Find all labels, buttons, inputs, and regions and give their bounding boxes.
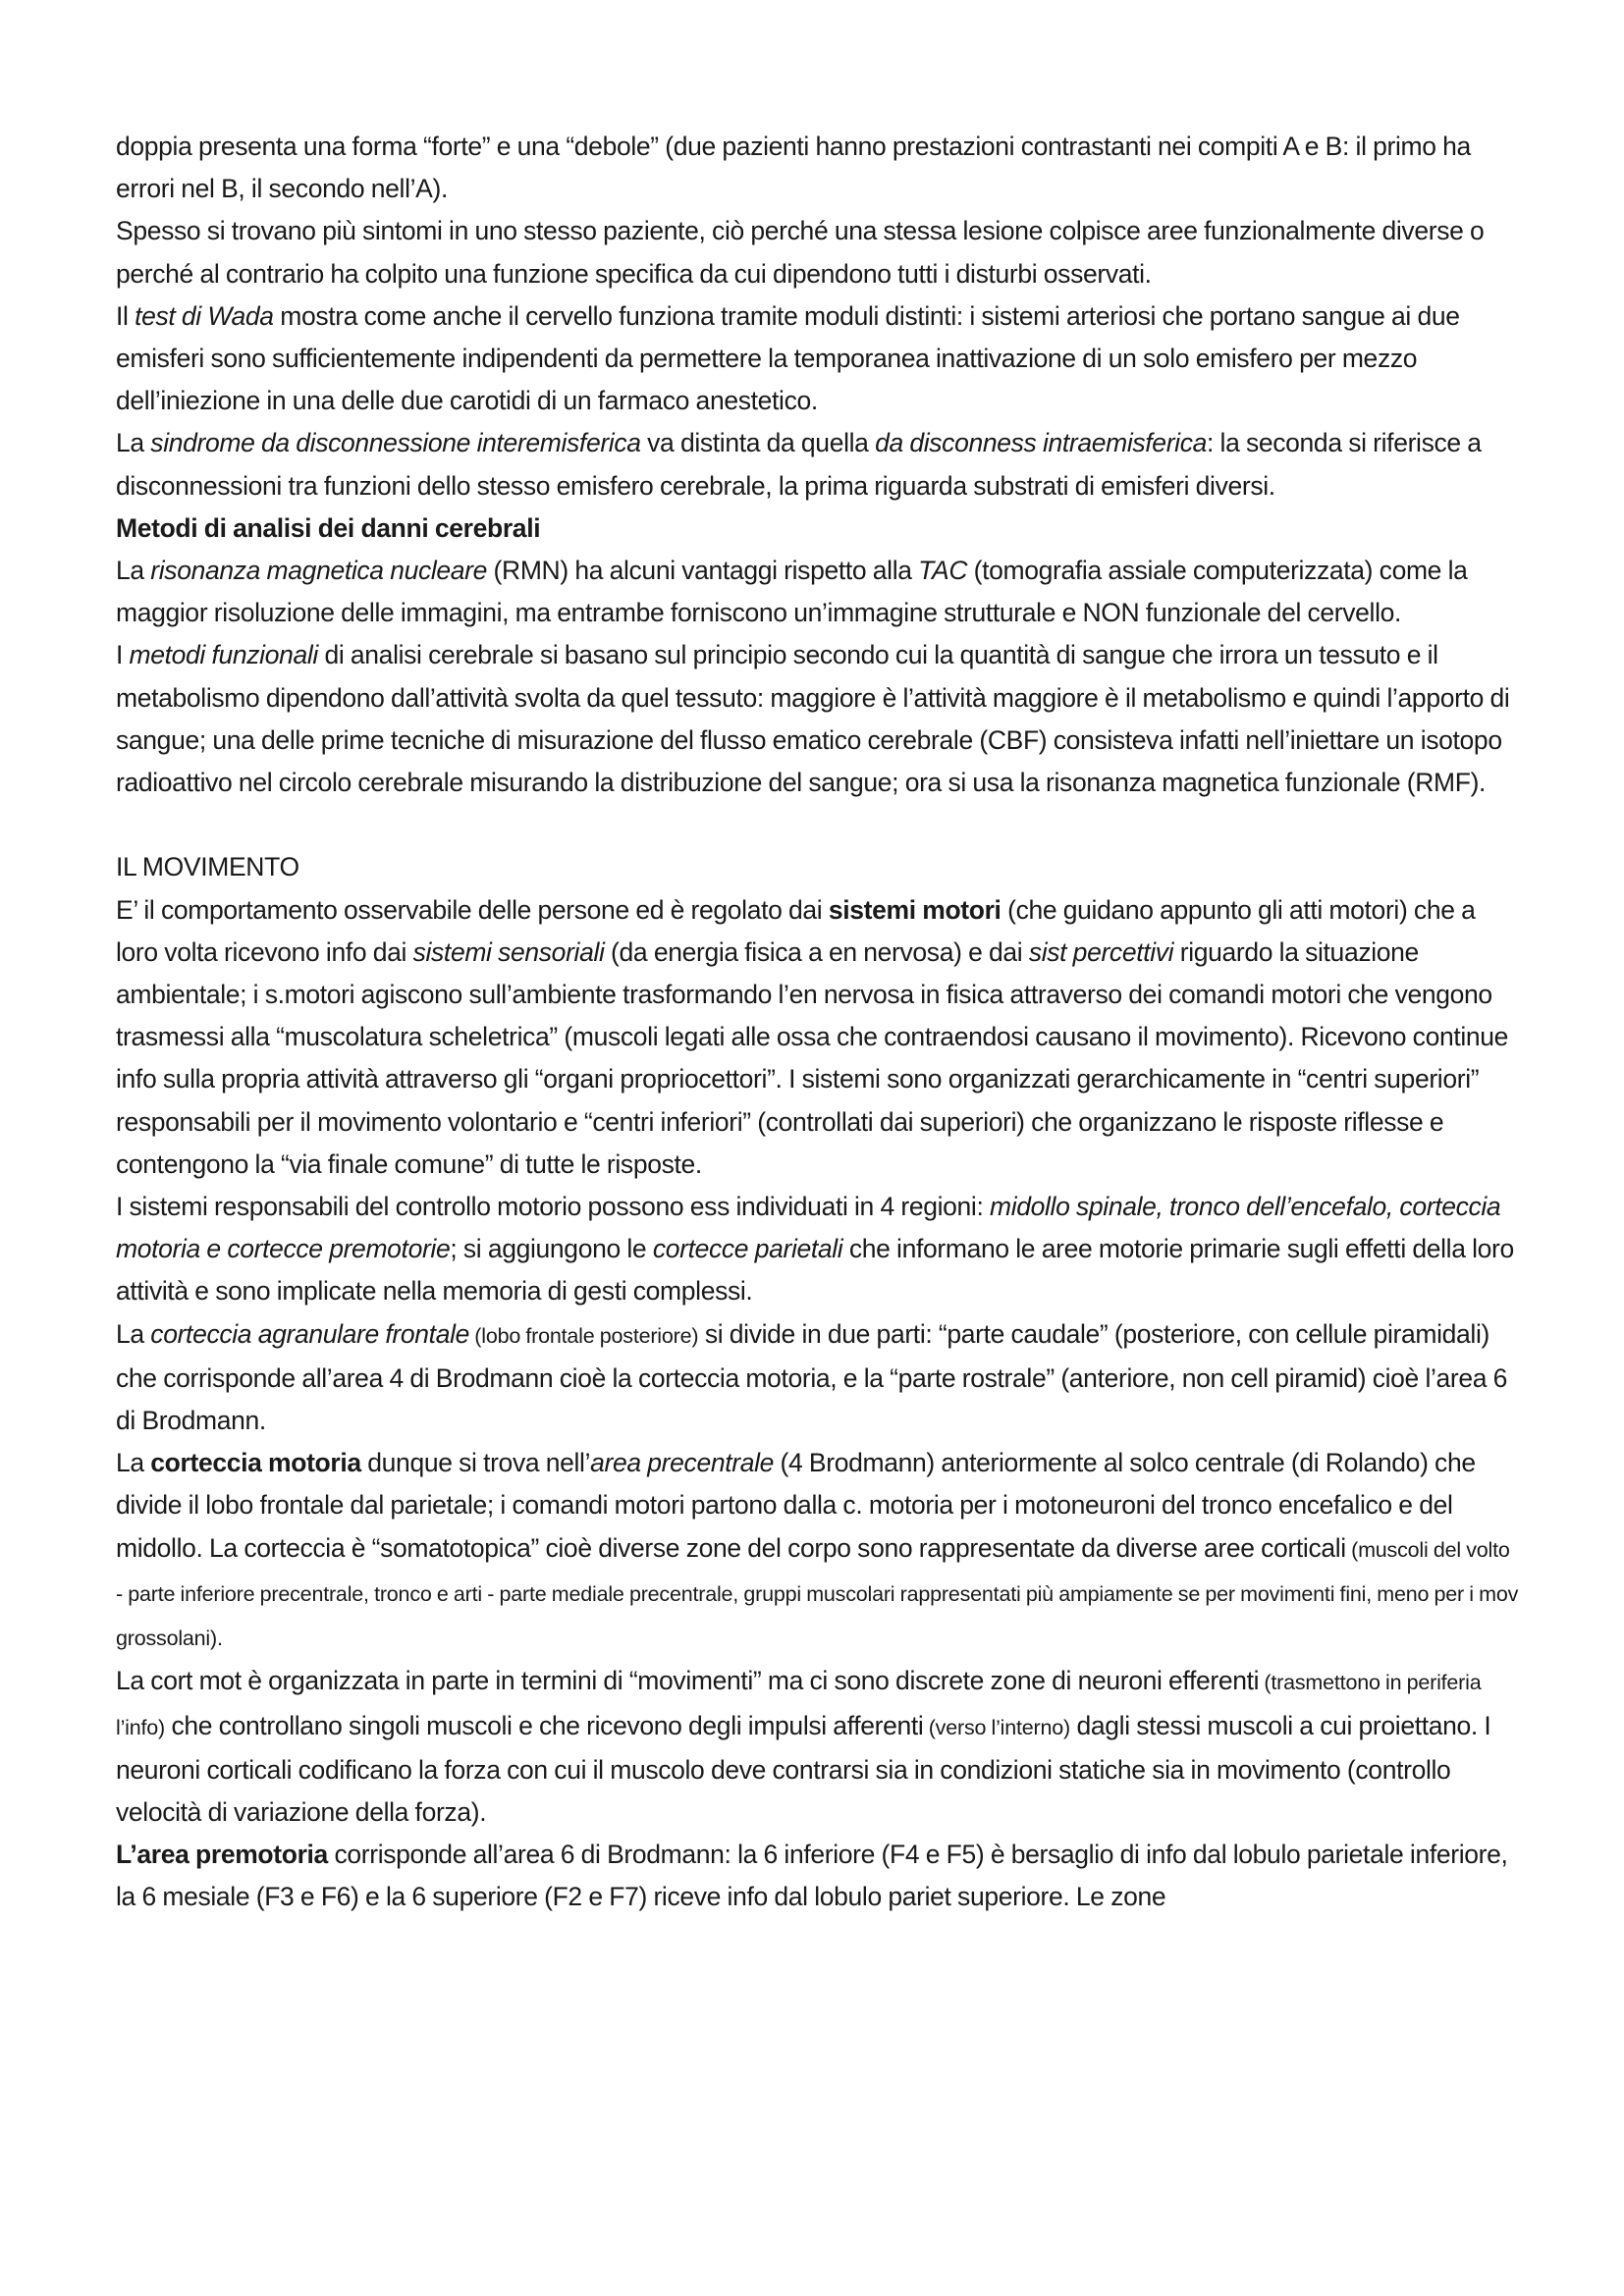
text-run: corrisponde all’area 6 di Brodmann: la 6 inferiore (F4 e F5) è bersaglio di info dal lobulo parietale inferiore, la 6 mesiale (F3 e F6) e la 6 superiore (F2 e F7) riceve info dal lobulo pariet superiore. Le zone <box>116 1840 1508 1912</box>
paragraph-text: Spesso si trovano più sintomi in uno stesso paziente, ciò perché una stessa lesione colpisce aree funzionalmente diverse o perché al contrario ha colpito una funzione specifica da cui dipendono tutti i disturbi osservati. <box>116 216 1485 289</box>
section-heading: Metodi di analisi dei danni cerebrali <box>116 512 541 543</box>
text-run: dunque si trova nell’ <box>360 1448 591 1478</box>
italic-term: da disconness intraemisferica <box>875 428 1207 458</box>
text-run: La <box>116 428 151 458</box>
paragraph-test-wada <box>116 295 1520 423</box>
text-run: La <box>116 1318 151 1349</box>
paragraph-sistemi-motori <box>116 889 1520 1186</box>
text-run: (che guidano appunto gli atti motori) che a loro volta ricevono info dai <box>116 894 1476 967</box>
paragraph-metodi-funzionali <box>116 634 1520 804</box>
text-run: che controllano singoli muscoli e che ricevono degli impulsi afferenti <box>164 1710 924 1740</box>
text-run: che informano le aree motorie primarie sugli effetti della loro attività e sono implicate nella memoria di gesti complessi. <box>116 1234 1514 1307</box>
text-run: I sistemi responsabili del controllo motorio possono ess individuati in 4 regioni: <box>116 1192 990 1222</box>
text-run: : la seconda si riferisce a disconnessioni tra funzioni dello stesso emisfero cerebrale, la prima riguarda substrati di emisferi diversi. <box>116 428 1482 501</box>
text-run: va distinta da quella <box>640 428 876 458</box>
text-run: si divide in due parti: “parte caudale” (posteriore, con cellule piramidali) che corrisponde all’area 4 di Brodmann cioè la corteccia motoria, e la “parte rostrale” (anteriore, non cell piramid) cioè l’area 6 di Brodmann. <box>116 1318 1508 1436</box>
text-run: La cort mot è organizzata in parte in termini di “movimenti” ma ci sono discrete zone di neuroni efferenti <box>116 1666 1260 1696</box>
text-run: ; si aggiungono le <box>450 1234 653 1264</box>
text-run: E’ il comportamento osservabile delle persone ed è regolato dai <box>116 894 829 925</box>
text-run: (tomografia assiale computerizzata) come la maggior risoluzione delle immagini, ma entrambe forniscono un’immagine strutturale e NON funzionale del cervello. <box>116 556 1468 628</box>
paragraph-rmn <box>116 550 1520 634</box>
italic-term: area precentrale <box>590 1448 775 1478</box>
paragraph-text: doppia presenta una forma “forte” e una “debole” (due pazienti hanno prestazioni contrastanti nei compiti A e B: il primo ha errori nel B, il secondo nell’A). <box>116 132 1471 204</box>
blank-line <box>116 804 1520 846</box>
bold-term: corteccia motoria <box>150 1448 361 1478</box>
paragraph-area-premotoria <box>116 1834 1520 1918</box>
italic-term: risonanza magnetica nucleare <box>150 556 488 586</box>
italic-term: test di Wada <box>135 300 274 331</box>
text-run: dagli stessi muscoli a cui proiettano. I neuroni corticali codificano la forza con cui il muscolo deve contrarsi sia in condizioni statiche sia in movimento (controllo velocità di variazione della forza). <box>116 1710 1491 1827</box>
italic-term: corteccia agranulare frontale <box>150 1318 470 1349</box>
italic-term: cortecce parietali <box>652 1234 843 1264</box>
bold-term: L’area premotoria <box>116 1840 328 1870</box>
text-run: (RMN) ha alcuni vantaggi rispetto alla <box>487 556 919 586</box>
italic-term: sindrome da disconnessione interemisferica <box>150 428 641 458</box>
small-note: (muscoli del volto - parte inferiore precentrale, tronco e arti - parte mediale precentrale, gruppi muscolari rappresentati più ampiamente se per movimenti fini, meno per i mov grossolani). <box>116 1537 1519 1651</box>
paragraph-sindrome-disconnessione <box>116 422 1520 507</box>
section-heading: IL MOVIMENTO <box>116 852 299 882</box>
paragraph-doppia-dissociazione <box>116 126 1520 210</box>
paragraph-corteccia-motoria <box>116 1442 1520 1660</box>
small-note: (trasmettono in periferia l’info) <box>116 1671 1482 1739</box>
text-run: (da energia fisica a en nervosa) e dai <box>604 936 1029 967</box>
italic-term: metodi funzionali <box>129 640 318 670</box>
paragraph-sintomi <box>116 210 1520 294</box>
bold-term: sistemi motori <box>828 894 1001 925</box>
small-note: (lobo frontale posteriore) <box>469 1323 699 1348</box>
text-run: Il <box>116 300 135 331</box>
paragraph-cort-mot <box>116 1660 1520 1834</box>
text-run: mostra come anche il cervello funziona tramite moduli distinti: i sistemi arteriosi che portano sangue ai due emisferi sono sufficientemente indipendenti da permettere la temporanea inattivazione di un solo emisfero per mezzo dell’iniezione in una delle due carotidi di un farmaco anestetico. <box>116 300 1460 416</box>
paragraph-corteccia-agranulare <box>116 1313 1520 1443</box>
italic-term: midollo spinale, tronco dell’encefalo, corteccia motoria e cortecce premotorie <box>116 1192 1501 1264</box>
italic-term: sistemi sensoriali <box>412 936 605 967</box>
text-run: La <box>116 556 151 586</box>
heading-movimento <box>116 846 1520 888</box>
document-page <box>116 126 1520 1919</box>
paragraph-regioni <box>116 1186 1520 1313</box>
text-run: di analisi cerebrale si basano sul principio secondo cui la quantità di sangue che irrora un tessuto e il metabolismo dipendono dall’attività svolta da quel tessuto: maggiore è l’attività maggiore è il metabolismo e quindi l’apporto di sangue; una delle prime tecniche di misurazione del flusso ematico cerebrale (CBF) consisteva infatti nell’iniettare un isotopo radioattivo nel circolo cerebrale misurando la distribuzione del sangue; ora si usa la risonanza magnetica funzionale (RMF). <box>116 640 1510 798</box>
text-run: riguardo la situazione ambientale; i s.motori agiscono sull’ambiente trasformando l’en nervosa in fisica attraverso dei comandi motori che vengono trasmessi alla “muscolatura scheletrica” (muscoli legati alle ossa che contraendosi causano il movimento). Ricevono continue info sulla propria attività attraverso gli “organi propriocettori”. I sistemi sono organizzati gerarchicamente in “centri superiori” responsabili per il movimento volontario e “centri inferiori” (controllati dai superiori) che organizzano le risposte riflesse e contengono la “via finale comune” di tutte le risposte. <box>116 936 1509 1179</box>
text-run: La <box>116 1448 151 1478</box>
italic-term: sist percettivi <box>1028 936 1174 967</box>
text-run: (4 Brodmann) anteriormente al solco centrale (di Rolando) che divide il lobo frontale dal parietale; i comandi motori partono dalla c. motoria per i motoneuroni del tronco encefalico e del midollo. La corteccia è “somatotopica” cioè diverse zone del corpo sono rappresentate da diverse aree corticali <box>116 1448 1476 1563</box>
small-note: (verso l’interno) <box>923 1715 1070 1739</box>
italic-term: TAC <box>918 556 968 586</box>
heading-metodi <box>116 507 1520 550</box>
text-run: I <box>116 640 130 670</box>
